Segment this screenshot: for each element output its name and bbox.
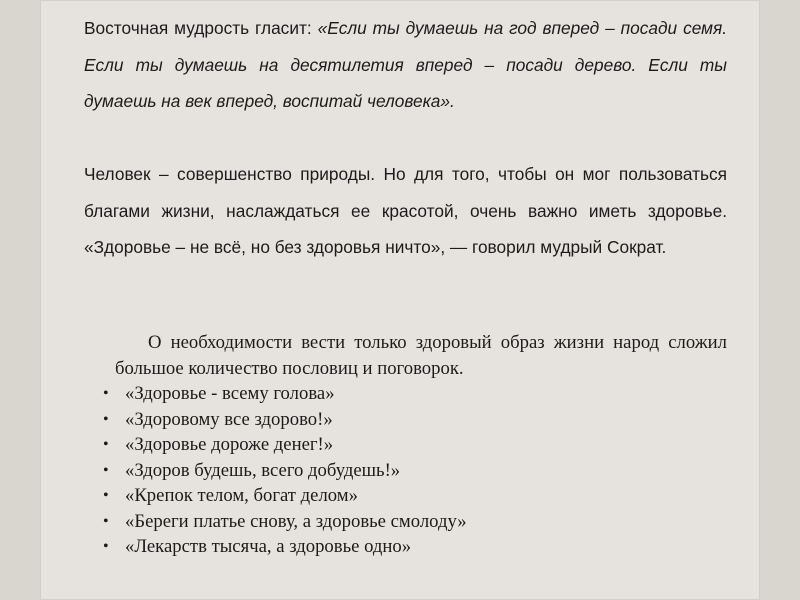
list-item: [103, 483, 727, 509]
proverb-text: «Крепок телом, богат делом»: [125, 485, 358, 506]
proverbs-intro: О необходимости вести только здоровый образ жизни народ сложил большое количество пословиц и поговорок.: [115, 332, 727, 379]
bullet-icon: •: [103, 461, 109, 479]
list-item: [103, 407, 727, 433]
list-item: [103, 458, 727, 484]
proverb-text: «Здоровье - всему голова»: [125, 383, 335, 404]
bullet-icon: •: [103, 512, 109, 530]
proverb-text: «Лекарств тысяча, а здоровье одно»: [125, 536, 412, 557]
bullet-icon: •: [103, 487, 109, 504]
eastern-wisdom-lead: Восточная мудрость гласит:: [84, 18, 312, 38]
eastern-wisdom-quote: «Если ты думаешь на год вперед – посади семя. Если ты думаешь на десятилетия вперед – посади дерево. Если ты думаешь на век вперед, воспитай человека».: [84, 18, 728, 112]
list-item: [103, 381, 727, 407]
list-item: [103, 509, 727, 535]
proverb-text: «Здоровому все здорово!»: [125, 408, 333, 430]
socrates-paragraph: Человек – совершенство природы. Но для того, чтобы он мог пользоваться благами жизни, наслаждаться ее красотой, очень важно иметь здоровье. «Здоровье – не всё, но без здоровья ничто», — говорил мудрый Сократ.: [84, 164, 727, 258]
slide: [40, 0, 760, 600]
proverbs-section: [103, 330, 727, 560]
eastern-wisdom-paragraph: [84, 10, 727, 120]
proverb-text: «Береги платье снову, а здоровье смолоду»: [125, 510, 467, 532]
proverbs-list: [103, 381, 727, 560]
bullet-icon: •: [103, 385, 109, 402]
bullet-icon: •: [103, 410, 109, 428]
list-item: [103, 432, 727, 458]
proverb-text: «Здоров будешь, всего добудешь!»: [125, 459, 401, 481]
list-item: [103, 534, 727, 560]
proverb-text: «Здоровье дороже денег!»: [125, 434, 334, 455]
bullet-icon: •: [103, 538, 109, 555]
bullet-icon: •: [103, 436, 109, 453]
